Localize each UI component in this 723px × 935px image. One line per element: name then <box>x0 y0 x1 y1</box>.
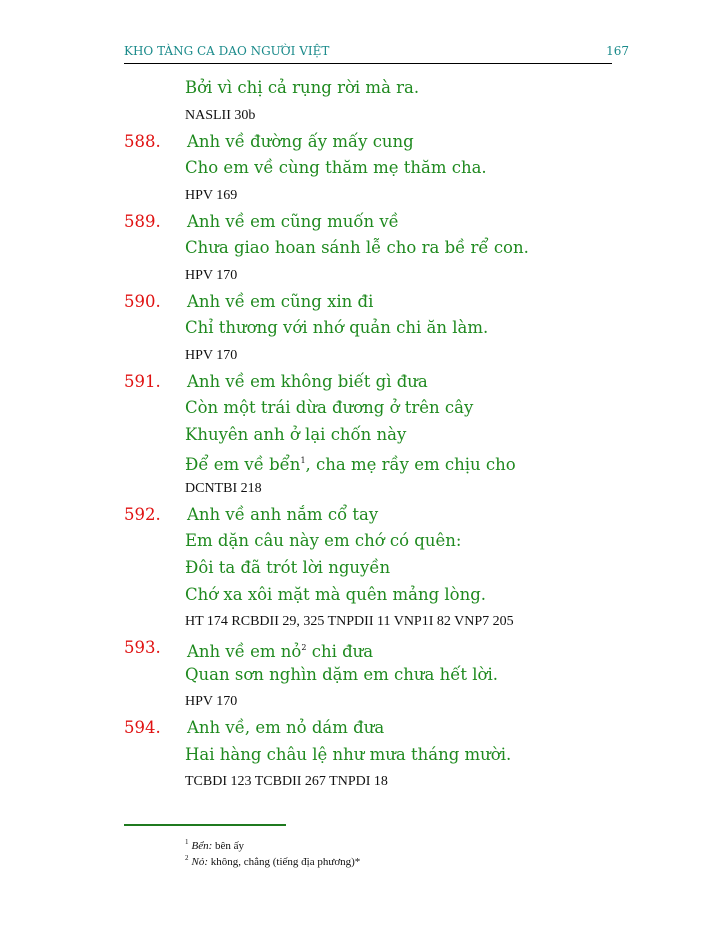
entry-number: 588. <box>124 132 161 151</box>
footnote-marker: 1 <box>300 456 306 465</box>
verse-line: Chỉ thương với nhớ quản chi ăn làm. <box>185 318 489 337</box>
footnote-text: bên ấy <box>212 840 245 852</box>
entry-number: 592. <box>124 505 161 524</box>
footnote <box>185 854 360 868</box>
verse-line: Anh về anh nắm cổ tay <box>187 505 379 524</box>
verse-line: Anh về đường ấy mấy cung <box>187 132 414 151</box>
verse-line: Cho em về cùng thăm mẹ thăm cha. <box>185 158 487 177</box>
source-ref: HPV 170 <box>185 694 238 709</box>
verse-line: Anh về em không biết gì đưa <box>187 372 428 391</box>
entry-number: 590. <box>124 292 161 311</box>
verse-line <box>185 451 516 475</box>
header-rule <box>124 63 612 64</box>
verse-line: Chớ xa xôi mặt mà quên mảng lòng. <box>185 585 487 604</box>
verse-line: Khuyên anh ở lại chốn này <box>185 425 407 444</box>
entry-number: 593. <box>124 638 161 657</box>
source-ref: TCBDI 123 TCBDII 267 TNPDI 18 <box>185 774 388 789</box>
verse-text: Để em về bển <box>185 455 301 474</box>
footnote <box>185 838 244 852</box>
page-number: 167 <box>606 44 629 58</box>
verse-line: Đôi ta đã trót lời nguyền <box>185 558 391 577</box>
entry-number: 589. <box>124 212 161 231</box>
source-ref: NASLII 30b <box>185 108 256 123</box>
entry-number: 594. <box>124 718 161 737</box>
verse-line: Còn một trái dừa đương ở trên cây <box>185 398 474 417</box>
footnote-text: không, chẳng (tiếng địa phương)* <box>208 856 361 868</box>
footnote-term: Nỏ: <box>191 856 208 868</box>
verse-text: , cha mẹ rầy em chịu cho <box>305 455 516 474</box>
verse-text: chi đưa <box>306 642 374 661</box>
running-title: KHO TÀNG CA DAO NGƯỜI VIỆT <box>124 44 330 58</box>
footnote-marker: 2 <box>301 643 307 652</box>
entry-number: 591. <box>124 372 161 391</box>
verse-line: Anh về, em nỏ dám đưa <box>187 718 385 737</box>
verse-line: Quan sơn nghìn dặm em chưa hết lời. <box>185 665 499 684</box>
source-ref: DCNTBI 218 <box>185 481 262 496</box>
verse-line: Bởi vì chị cả rụng rời mà ra. <box>185 78 420 97</box>
footnote-rule <box>124 824 286 826</box>
source-ref: HPV 170 <box>185 348 238 363</box>
footnote-mark: 1 <box>185 838 189 846</box>
verse-line <box>187 638 373 662</box>
source-ref: HPV 169 <box>185 188 238 203</box>
verse-text: Anh về em nỏ <box>187 642 302 661</box>
verse-line: Hai hàng châu lệ như mưa tháng mười. <box>185 745 512 764</box>
verse-line: Chưa giao hoan sánh lễ cho ra bề rể con. <box>185 238 529 257</box>
footnote-term: Bển: <box>191 840 213 852</box>
verse-line: Em dặn câu này em chớ có quên: <box>185 531 462 550</box>
verse-line: Anh về em cũng muốn về <box>187 212 399 231</box>
source-ref: HT 174 RCBDII 29, 325 TNPDII 11 VNP1I 82 VNP7 205 <box>185 614 514 629</box>
verse-line: Anh về em cũng xin đi <box>187 292 374 311</box>
footnote-mark: 2 <box>185 854 189 862</box>
page-header <box>124 44 629 64</box>
source-ref: HPV 170 <box>185 268 238 283</box>
